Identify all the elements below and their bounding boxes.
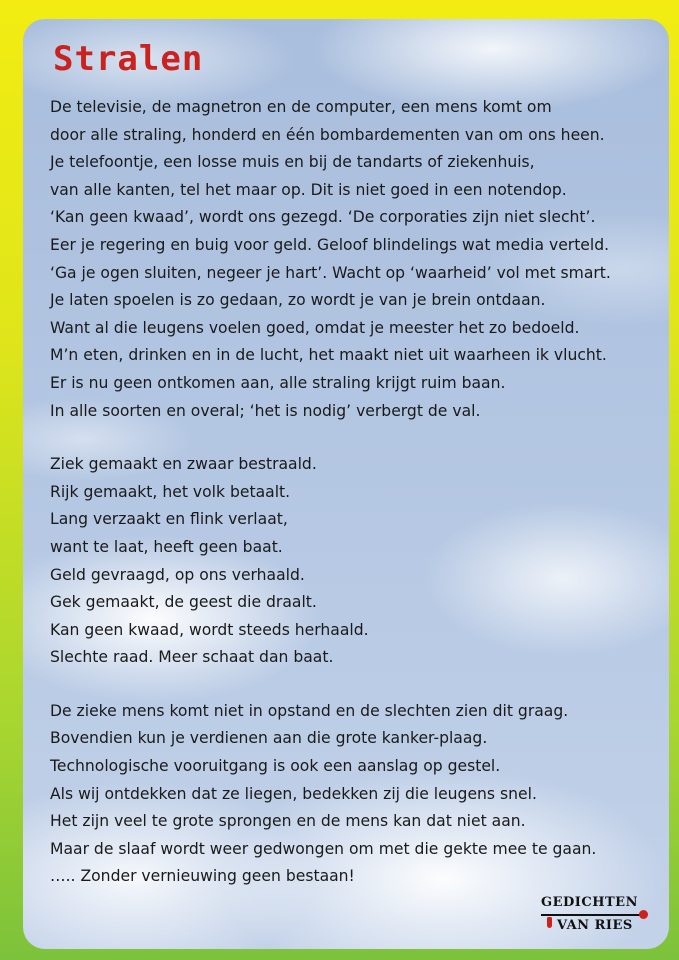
poem-body xyxy=(50,94,660,917)
poem-line: ‘Ga je ogen sluiten, negeer je hart’. Wacht op ‘waarheid’ vol met smart. xyxy=(50,263,611,282)
poem-line: Rijk gemaakt, het volk betaalt. xyxy=(50,482,291,501)
poem-line: Maar de slaaf wordt weer gedwongen om met die gekte mee te gaan. xyxy=(50,839,597,858)
poem-card xyxy=(23,19,669,949)
poem-line: van alle kanten, tel het maar op. Dit is niet goed in een notendop. xyxy=(50,180,567,199)
poem-line: Als wij ontdekken dat ze liegen, bedekken zij die leugens snel. xyxy=(50,784,537,803)
stanza-2 xyxy=(50,451,660,672)
poem-line: ‘Kan geen kwaad’, wordt ons gezegd. ‘De corporaties zijn niet slecht’. xyxy=(50,208,596,227)
logo-divider xyxy=(541,914,641,916)
poem-line: Slechte raad. Meer schaat dan baat. xyxy=(50,648,334,667)
poem-line: Je laten spoelen is zo gedaan, zo wordt je van je brein ontdaan. xyxy=(50,291,546,310)
poem-line: Het zijn veel te grote sprongen en de mens kan dat niet aan. xyxy=(50,812,526,831)
poem-line: Want al die leugens voelen goed, omdat je meester het zo bedoeld. xyxy=(50,318,580,337)
poem-line: Kan geen kwaad, wordt steeds herhaald. xyxy=(50,620,369,639)
poem-line: Eer je regering en buig voor geld. Geloof blindelings wat media verteld. xyxy=(50,235,610,254)
logo-line-2: VAN RIES xyxy=(557,918,633,933)
poem-line: M’n eten, drinken en in de lucht, het maakt niet uit waarheen ik vlucht. xyxy=(50,346,607,365)
poem-line: De zieke mens komt niet in opstand en de slechten zien dit graag. xyxy=(50,701,569,720)
poem-line: De televisie, de magnetron en de computer, een mens komt om xyxy=(50,98,552,116)
poem-line: Geld gevraagd, op ons verhaald. xyxy=(50,565,305,584)
stanza-1 xyxy=(50,94,660,425)
poem-line: want te laat, heeft geen baat. xyxy=(50,537,283,556)
poem-line: Technologische vooruitgang is ook een aanslag op gestel. xyxy=(50,757,501,776)
logo-drop-icon xyxy=(547,917,552,928)
logo-line-1: GEDICHTEN xyxy=(541,895,638,910)
poem-line: Je telefoontje, een losse muis en bij de tandarts of ziekenhuis, xyxy=(50,153,535,172)
poem-line: Bovendien kun je verdienen aan die grote kanker-plaag. xyxy=(50,729,488,748)
poem-line: Er is nu geen ontkomen aan, alle straling krijgt ruim baan. xyxy=(50,373,506,392)
logo-dot-icon xyxy=(639,910,648,919)
poem-line: Ziek gemaakt en zwaar bestraald. xyxy=(50,455,317,474)
stanza-3 xyxy=(50,698,660,891)
poem-line: In alle soorten en overal; ‘het is nodig’ verbergt de val. xyxy=(50,401,481,420)
gedichten-van-ries-logo xyxy=(541,895,651,937)
poem-line: door alle straling, honderd en één bombardementen van om ons heen. xyxy=(50,125,605,144)
poem-line: Gek gemaakt, de geest die draalt. xyxy=(50,593,317,612)
poem-line: Lang verzaakt en flink verlaat, xyxy=(50,510,288,529)
poem-line: ….. Zonder vernieuwing geen bestaan! xyxy=(50,867,355,886)
poem-title: Stralen xyxy=(53,39,204,79)
